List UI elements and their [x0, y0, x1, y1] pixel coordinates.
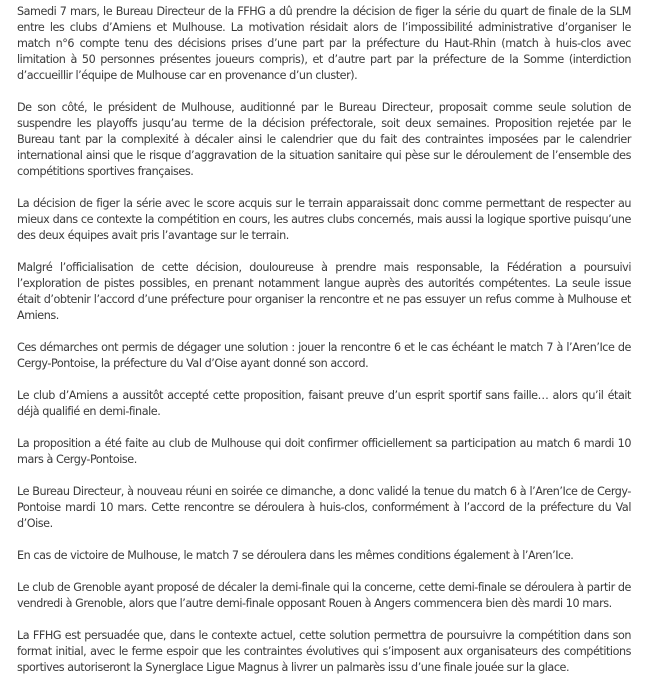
paragraph-1: Samedi 7 mars, le Bureau Directeur de la FFHG a dû prendre la décision de figer la série du quart de finale de la SLM entre les clubs d’Amiens et Mulhouse. La motivation résidait alors de l’impossibilité administrative d’organiser le match n°6 compte tenu des décisions prises d’une part par la préfecture du Haut-Rhin (match à huis-clos avec limitation à 50 personnes présentes joueurs compris), et d’autre part par la préfecture de la Somme (interdiction d’accueillir l’équipe de Mulhouse car en provenance d’un cluster).	[17, 5, 631, 82]
paragraph-7: La proposition a été faite au club de Mulhouse qui doit confirmer officiellement sa participation au match 6 mardi 10 mars à Cergy-Pontoise.	[17, 437, 631, 466]
paragraph-10: Le club de Grenoble ayant proposé de décaler la demi-finale qui la concerne, cette demi-finale se déroulera à partir de vendredi à Grenoble, alors que l’autre demi-finale opposant Rouen à Angers commencera bien dès mardi 10 mars.	[17, 581, 631, 610]
paragraph-3: La décision de figer la série avec le score acquis sur le terrain apparaissait donc comme permettant de respecter au mieux dans ce contexte la compétition en cours, les autres clubs concernés, mais aussi la logique sportive puisqu’une des deux équipes avait pris l’avantage sur le terrain.	[17, 197, 631, 242]
paragraph-2: De son côté, le président de Mulhouse, auditionné par le Bureau Directeur, proposait comme seule solution de suspendre les playoffs jusqu’au terme de la décision préfectorale, soit deux semaines. Proposition rejetée par le Bureau tant par la complexité à décaler ainsi le calendrier que du fait des contraintes imposées par le calendrier international ainsi que le risque d’aggravation de la situation sanitaire qui pèse sur le déroulement de l’ensemble des compétitions sportives françaises.	[17, 101, 631, 178]
paragraph-4: Malgré l’officialisation de cette décision, douloureuse à prendre mais responsable, la Fédération a poursuivi l’exploration de pistes possibles, en prenant notamment langue auprès des autorités compétentes. La seule issue était d’obtenir l’accord d’une préfecture pour organiser la rencontre et ne pas essuyer un refus comme à Mulhouse et Amiens.	[17, 261, 631, 322]
paragraph-5: Ces démarches ont permis de dégager une solution : jouer la rencontre 6 et le cas échéant le match 7 à l’Aren’Ice de Cergy-Pontoise, la préfecture du Val d’Oise ayant donné son accord.	[17, 341, 631, 370]
paragraph-8: Le Bureau Directeur, à nouveau réuni en soirée ce dimanche, a donc validé la tenue du match 6 à l’Aren’Ice de Cergy-Pontoise mardi 10 mars. Cette rencontre se déroulera à huis-clos, conformément à l’accord de la préfecture du Val d’Oise.	[17, 485, 631, 530]
article-body	[17, 4, 631, 692]
paragraph-6: Le club d’Amiens a aussitôt accepté cette proposition, faisant preuve d’un esprit sportif sans faille… alors qu’il était déjà qualifié en demi-finale.	[17, 389, 631, 418]
paragraph-11: La FFHG est persuadée que, dans le contexte actuel, cette solution permettra de poursuivre la compétition dans son format initial, avec le ferme espoir que les contraintes évolutives qui s’imposent aux organisateurs des compétitions sportives autoriseront la Synerglace Ligue Magnus à livrer un palmarès issu d’une finale jouée sur la glace.	[17, 629, 631, 674]
paragraph-9: En cas de victoire de Mulhouse, le match 7 se déroulera dans les mêmes conditions également à l’Aren’Ice.	[17, 549, 574, 562]
